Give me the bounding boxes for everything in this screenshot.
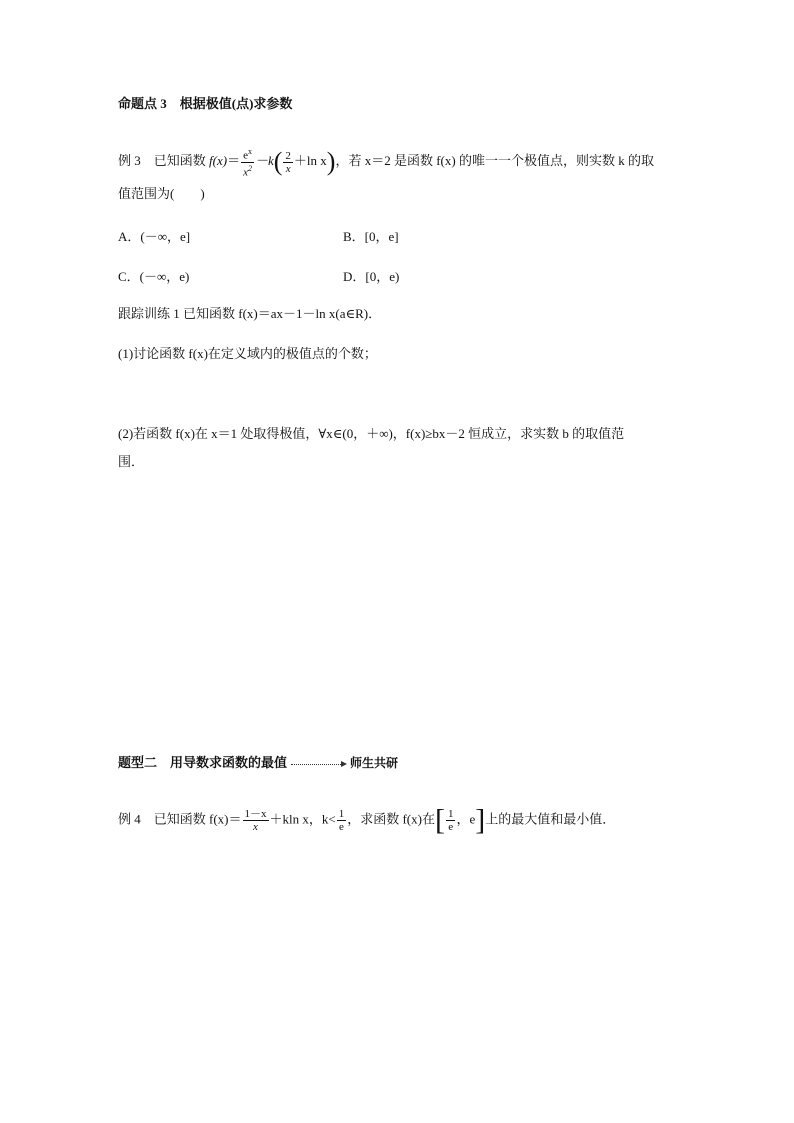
practice1-q1: (1)讨论函数 f(x)在定义域内的极值点的个数； — [118, 346, 377, 361]
example4-fraction-2 — [337, 808, 347, 833]
ex4-frac3-den: e — [448, 821, 454, 833]
frac1-den-sup: 2 — [247, 163, 252, 173]
example3-after: ，若 x＝2 是函数 f(x) 的唯一一个极值点，则实数 k 的取 — [335, 153, 654, 169]
example4-line — [118, 803, 616, 837]
example4-suffix: 上的最大值和最小值． — [485, 811, 616, 827]
frac2-den: x — [285, 162, 291, 175]
left-paren: ( — [273, 147, 283, 177]
example4-interval-sep: ，e — [456, 811, 476, 827]
right-bracket: ] — [475, 803, 486, 837]
type2-heading-row — [118, 755, 398, 771]
frac1-den: x — [243, 166, 248, 179]
example3-minus-k: －k — [254, 153, 274, 169]
frac1-num-sup: x — [247, 147, 252, 156]
frac1-num: e — [243, 149, 248, 162]
frac2-num: 2 — [285, 149, 291, 162]
option-b: B．[0，e] — [343, 229, 399, 244]
option-d: D．[0，e) — [343, 269, 400, 284]
section-heading: 命题点 3 根据极值(点)求参数 — [118, 96, 293, 111]
option-c: C．(－∞，e) — [118, 269, 190, 284]
example3-prefix: 例 3 已知函数 — [118, 153, 210, 169]
example3-fx: f(x) — [209, 153, 228, 169]
example3-fraction-2 — [283, 150, 293, 175]
ex4-frac1-num: 1－x — [244, 808, 267, 820]
practice1-q2-line2: 围． — [118, 454, 145, 469]
example3-plus-lnx: ＋ln x — [293, 153, 327, 169]
practice1-intro: 跟踪训练 1 已知函数 f(x)＝ax－1－ln x(a∈R)． — [118, 306, 382, 321]
example4-fraction-3 — [446, 808, 456, 833]
example3-eq: ＝ — [227, 153, 241, 169]
dotted-arrow-line — [291, 764, 341, 765]
example3-line1 — [118, 146, 654, 178]
type2-tag: 师生共研 — [350, 756, 399, 770]
ex4-frac2-den: e — [339, 821, 344, 833]
type2-heading: 题型二 用导数求函数的最值 — [118, 755, 288, 770]
example4-mid2: ，求函数 f(x)在 — [347, 811, 435, 827]
right-paren: ) — [326, 147, 336, 177]
arrow-icon — [341, 761, 347, 767]
example4-prefix: 例 4 已知函数 f(x)＝ — [118, 811, 242, 827]
example3-fraction-1 — [241, 146, 254, 178]
ex4-frac2-num: 1 — [338, 808, 345, 820]
example4-fraction-1 — [243, 808, 269, 833]
ex4-frac1-den: x — [253, 821, 258, 833]
example4-mid: ＋kln x，k< — [269, 811, 336, 827]
practice1-q2-line1: (2)若函数 f(x)在 x＝1 处取得极值，∀x∈(0，＋∞)，f(x)≥bx－2 恒成立，求实数 b 的取值范 — [118, 426, 625, 441]
left-bracket: [ — [434, 803, 445, 837]
example3-line2: 值范围为( ) — [118, 186, 205, 201]
ex4-frac3-num: 1 — [447, 808, 454, 820]
option-a: A．(－∞，e] — [118, 229, 191, 244]
